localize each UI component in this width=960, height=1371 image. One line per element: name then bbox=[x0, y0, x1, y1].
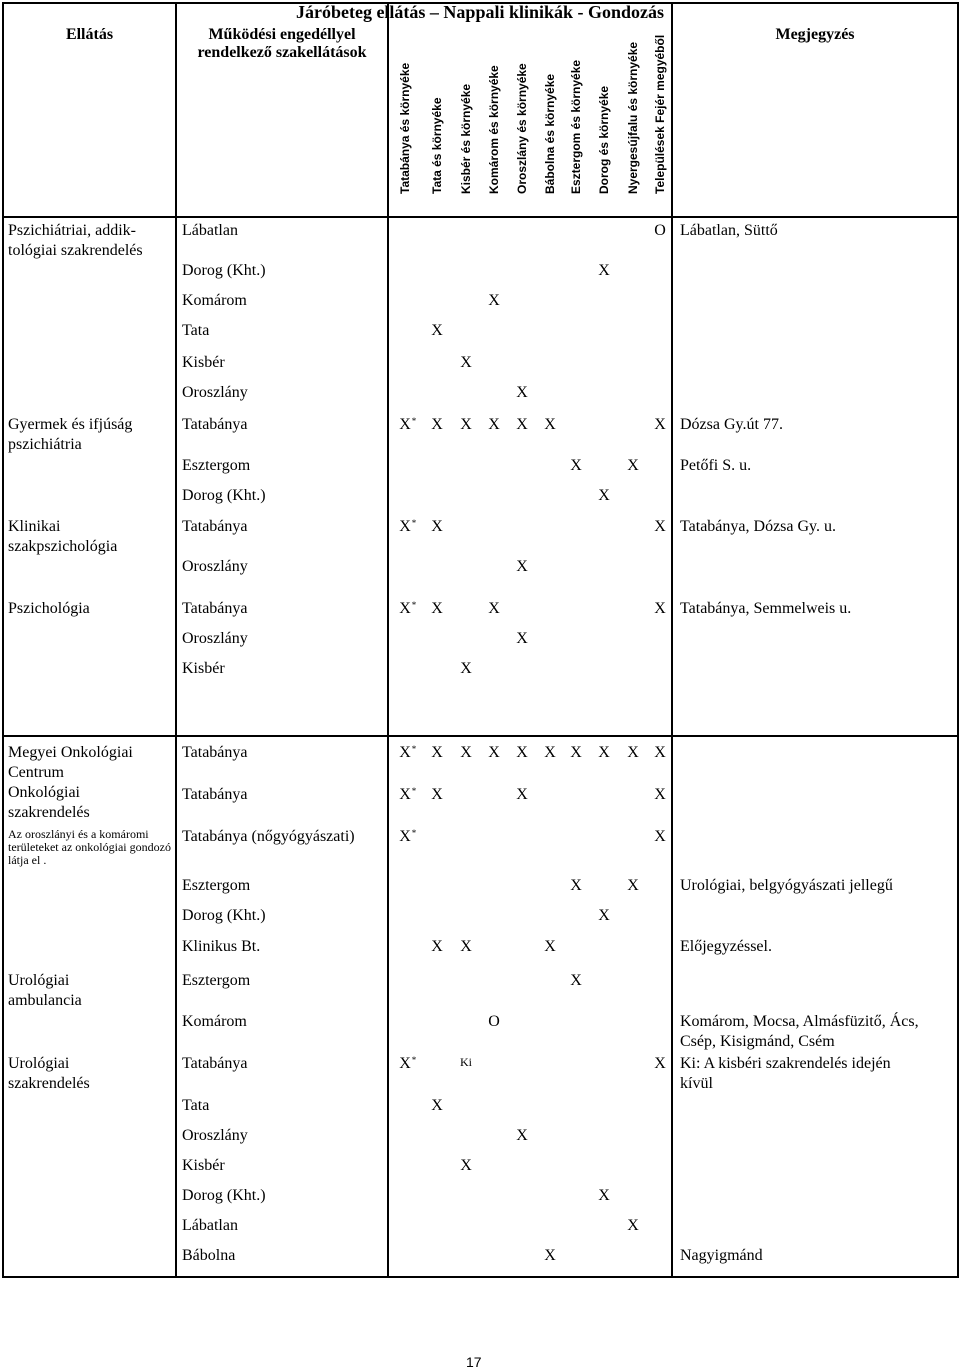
section-label: Klinikai bbox=[8, 518, 61, 535]
row-mark bbox=[594, 487, 614, 505]
page-number: 17 bbox=[466, 1354, 482, 1370]
row-mark bbox=[512, 744, 532, 762]
mark-value: X bbox=[488, 600, 500, 617]
mark-value: X bbox=[654, 786, 666, 803]
mark-value: X bbox=[460, 744, 472, 761]
row-mark bbox=[594, 744, 614, 762]
row-mark bbox=[427, 744, 447, 762]
col-divider-2 bbox=[387, 2, 389, 1278]
mark-value: X bbox=[431, 518, 443, 535]
section-label: szakrendelés bbox=[8, 804, 90, 821]
row-mark bbox=[395, 786, 415, 804]
column-header-label: Esztergom és környéke bbox=[569, 59, 583, 194]
row-note: Petőfi S. u. bbox=[680, 457, 752, 474]
row-mark bbox=[456, 938, 476, 956]
row-provider: Tatabánya bbox=[182, 786, 248, 803]
row-mark bbox=[512, 786, 532, 804]
mark-value: X bbox=[399, 416, 411, 433]
mark-value: X bbox=[570, 972, 582, 989]
mark-value: O bbox=[488, 1013, 500, 1030]
row-provider: Oroszlány bbox=[182, 558, 248, 575]
row-mark bbox=[623, 457, 643, 475]
row-provider: Tatabánya bbox=[182, 518, 248, 535]
row-provider: Tatabánya bbox=[182, 744, 248, 761]
row-mark bbox=[540, 938, 560, 956]
row-mark bbox=[512, 416, 532, 434]
mark-value: X bbox=[431, 1097, 443, 1114]
column-header bbox=[650, 18, 670, 208]
mark-value: X bbox=[488, 292, 500, 309]
row-provider: Tata bbox=[182, 322, 210, 339]
row-mark bbox=[484, 744, 504, 762]
row-provider: Oroszlány bbox=[182, 1127, 248, 1144]
mark-value: X bbox=[431, 322, 443, 339]
section-label: szakrendelés bbox=[8, 1075, 90, 1092]
column-header bbox=[456, 18, 476, 208]
row-provider: Komárom bbox=[182, 292, 247, 309]
column-header bbox=[395, 18, 415, 208]
row-mark bbox=[650, 600, 670, 618]
row-mark bbox=[594, 907, 614, 925]
col-divider-3 bbox=[671, 2, 673, 1278]
mark-value: X bbox=[627, 457, 639, 474]
row-mark bbox=[512, 630, 532, 648]
row-provider: Kisbér bbox=[182, 1157, 225, 1174]
row-note-continued: Csép, Kisigmánd, Csém bbox=[680, 1033, 835, 1050]
row-mark bbox=[395, 600, 415, 618]
mark-value: X bbox=[460, 938, 472, 955]
column-header-label: Oroszlány és környéke bbox=[515, 63, 529, 194]
mark-value: X bbox=[488, 416, 500, 433]
mark-value: X bbox=[654, 600, 666, 617]
mark-value: X bbox=[431, 786, 443, 803]
column-header-label: Tata és környéke bbox=[430, 97, 444, 194]
border-left bbox=[2, 2, 4, 1278]
row-provider: Tatabánya bbox=[182, 416, 248, 433]
row-provider: Oroszlány bbox=[182, 384, 248, 401]
row-mark bbox=[427, 1097, 447, 1115]
column-header bbox=[566, 18, 586, 208]
mark-value: X bbox=[598, 487, 610, 504]
row-provider: Tatabánya bbox=[182, 600, 248, 617]
row-mark bbox=[540, 1247, 560, 1265]
row-note: Komárom, Mocsa, Almásfüzitő, Ács, bbox=[680, 1013, 919, 1030]
row-note: Lábatlan, Süttő bbox=[680, 222, 778, 239]
row-mark bbox=[594, 1187, 614, 1205]
row-provider: Oroszlány bbox=[182, 630, 248, 647]
mark-value: O bbox=[654, 222, 666, 239]
section-label: szakpszichológia bbox=[8, 538, 118, 555]
mark-value: X bbox=[627, 877, 639, 894]
mark-asterisk: * bbox=[411, 786, 417, 796]
row-mark bbox=[456, 416, 476, 434]
row-mark bbox=[395, 744, 415, 762]
section-label: tológiai szakrendelés bbox=[8, 242, 143, 259]
mark-value: X bbox=[544, 416, 556, 433]
mark-value: X bbox=[399, 600, 411, 617]
column-header-label: Komárom és környéke bbox=[487, 65, 501, 194]
header-mukodesi-1: Működési engedéllyel bbox=[208, 26, 356, 43]
mark-value: X bbox=[431, 744, 443, 761]
header-divider bbox=[2, 216, 959, 218]
mark-value: X bbox=[544, 1247, 556, 1264]
row-mark bbox=[484, 600, 504, 618]
mark-asterisk: * bbox=[411, 744, 417, 754]
row-provider: Tatabánya bbox=[182, 1055, 248, 1072]
row-provider: Lábatlan bbox=[182, 1217, 238, 1234]
mark-value: X bbox=[460, 354, 472, 371]
section-label: pszichiátria bbox=[8, 436, 82, 453]
section-divider bbox=[2, 735, 959, 737]
row-mark bbox=[456, 1053, 476, 1071]
column-header-label: Tatabánya és környéke bbox=[398, 62, 412, 194]
mark-value: Ki bbox=[460, 1055, 472, 1069]
mark-value: X bbox=[598, 907, 610, 924]
mark-value: X bbox=[654, 416, 666, 433]
mark-value: X bbox=[544, 744, 556, 761]
mark-value: X bbox=[627, 744, 639, 761]
section-label: Pszichiátriai, addik- bbox=[8, 222, 136, 239]
column-header-label: Nyergesújfalu és környéke bbox=[626, 41, 640, 194]
row-provider: Esztergom bbox=[182, 457, 251, 474]
mark-value: X bbox=[598, 262, 610, 279]
row-mark bbox=[456, 354, 476, 372]
row-mark bbox=[566, 457, 586, 475]
row-mark bbox=[540, 744, 560, 762]
row-provider: Dorog (Kht.) bbox=[182, 262, 266, 279]
row-provider: Dorog (Kht.) bbox=[182, 907, 266, 924]
row-mark bbox=[456, 744, 476, 762]
row-provider: Kisbér bbox=[182, 660, 225, 677]
row-mark bbox=[456, 1157, 476, 1175]
row-provider: Esztergom bbox=[182, 972, 251, 989]
section-label: Onkológiai bbox=[8, 784, 80, 801]
row-note: Urológiai, belgyógyászati jellegű bbox=[680, 877, 893, 894]
mark-value: X bbox=[516, 558, 528, 575]
row-mark bbox=[512, 384, 532, 402]
row-note: Dózsa Gy.út 77. bbox=[680, 416, 783, 433]
row-mark bbox=[427, 600, 447, 618]
row-mark bbox=[456, 660, 476, 678]
border-right bbox=[957, 2, 959, 1278]
row-provider: Tatabánya (nőgyógyászati) bbox=[182, 828, 355, 845]
mark-value: X bbox=[516, 416, 528, 433]
mark-asterisk: * bbox=[411, 828, 417, 838]
row-mark bbox=[427, 416, 447, 434]
column-header bbox=[512, 18, 532, 208]
row-provider: Tata bbox=[182, 1097, 210, 1114]
row-mark bbox=[427, 322, 447, 340]
column-header-label: Bábolna és környéke bbox=[543, 73, 557, 194]
mark-value: X bbox=[654, 1055, 666, 1072]
row-mark bbox=[566, 877, 586, 895]
mark-value: X bbox=[399, 786, 411, 803]
row-mark bbox=[650, 828, 670, 846]
mark-value: X bbox=[488, 744, 500, 761]
row-provider: Klinikus Bt. bbox=[182, 938, 261, 955]
column-header bbox=[427, 18, 447, 208]
row-mark bbox=[395, 518, 415, 536]
row-mark bbox=[566, 744, 586, 762]
header-mukodesi-2: rendelkező szakellátások bbox=[197, 44, 367, 61]
mark-value: X bbox=[516, 744, 528, 761]
header-title: Járóbeteg ellátás – Nappali klinikák - Gondozás bbox=[295, 2, 665, 22]
mark-value: X bbox=[654, 518, 666, 535]
mark-asterisk: * bbox=[411, 1055, 417, 1065]
row-note: Előjegyzéssel. bbox=[680, 938, 772, 955]
column-header bbox=[623, 18, 643, 208]
row-mark bbox=[566, 972, 586, 990]
row-note: Tatabánya, Dózsa Gy. u. bbox=[680, 518, 837, 535]
row-note: Tatabánya, Semmelweis u. bbox=[680, 600, 852, 617]
row-mark bbox=[395, 416, 415, 434]
header-ellatas: Ellátás bbox=[65, 26, 114, 43]
mark-value: X bbox=[460, 416, 472, 433]
row-provider: Lábatlan bbox=[182, 222, 238, 239]
row-provider: Kisbér bbox=[182, 354, 225, 371]
row-mark bbox=[623, 877, 643, 895]
section-label: Pszichológia bbox=[8, 600, 90, 617]
row-mark bbox=[540, 416, 560, 434]
row-mark bbox=[623, 744, 643, 762]
mark-value: X bbox=[516, 384, 528, 401]
mark-value: X bbox=[570, 877, 582, 894]
mark-value: X bbox=[460, 660, 472, 677]
mark-value: X bbox=[431, 600, 443, 617]
mark-value: X bbox=[460, 1157, 472, 1174]
mark-value: X bbox=[399, 744, 411, 761]
row-mark bbox=[427, 938, 447, 956]
row-note: Ki: A kisbéri szakrendelés idején bbox=[680, 1055, 891, 1072]
row-mark bbox=[427, 786, 447, 804]
section-label: Megyei Onkológiai bbox=[8, 744, 133, 761]
row-mark bbox=[395, 1055, 415, 1073]
mark-value: X bbox=[516, 1127, 528, 1144]
col-divider-1 bbox=[175, 2, 177, 1278]
row-mark bbox=[512, 558, 532, 576]
row-provider: Komárom bbox=[182, 1013, 247, 1030]
row-mark bbox=[594, 262, 614, 280]
mark-value: X bbox=[431, 416, 443, 433]
row-mark bbox=[484, 292, 504, 310]
section-label: Urológiai bbox=[8, 1055, 70, 1072]
column-header bbox=[484, 18, 504, 208]
row-provider: Esztergom bbox=[182, 877, 251, 894]
section-label: Urológiai bbox=[8, 972, 70, 989]
mark-asterisk: * bbox=[411, 416, 417, 426]
row-provider: Dorog (Kht.) bbox=[182, 487, 266, 504]
column-header-label: Dorog és környéke bbox=[597, 85, 611, 194]
mark-value: X bbox=[598, 1187, 610, 1204]
mark-value: X bbox=[399, 518, 411, 535]
header-megjegyzes: Megjegyzés bbox=[775, 26, 855, 43]
row-mark bbox=[650, 744, 670, 762]
row-mark bbox=[484, 416, 504, 434]
row-provider: Bábolna bbox=[182, 1247, 236, 1264]
mark-value: X bbox=[570, 744, 582, 761]
column-header-label: Kisbér és környéke bbox=[459, 83, 473, 194]
row-mark bbox=[650, 416, 670, 434]
mark-value: X bbox=[544, 938, 556, 955]
row-mark bbox=[427, 518, 447, 536]
mark-value: X bbox=[598, 744, 610, 761]
mark-value: X bbox=[654, 744, 666, 761]
mark-asterisk: * bbox=[411, 600, 417, 610]
row-mark bbox=[650, 518, 670, 536]
mark-value: X bbox=[399, 828, 411, 845]
border-bottom bbox=[2, 1276, 959, 1278]
section-label: Gyermek és ifjúság bbox=[8, 416, 133, 433]
column-header bbox=[540, 18, 560, 208]
column-header-label: Települések Fejér megyéből bbox=[653, 34, 667, 194]
column-header bbox=[594, 18, 614, 208]
row-note: Nagyigmánd bbox=[680, 1247, 763, 1264]
row-mark bbox=[512, 1127, 532, 1145]
row-mark bbox=[650, 1055, 670, 1073]
row-mark bbox=[650, 222, 670, 240]
section-label: Centrum bbox=[8, 764, 64, 781]
row-provider: Dorog (Kht.) bbox=[182, 1187, 266, 1204]
mark-value: X bbox=[627, 1217, 639, 1234]
mark-value: X bbox=[654, 828, 666, 845]
mark-value: X bbox=[516, 786, 528, 803]
row-mark bbox=[484, 1013, 504, 1031]
row-mark bbox=[395, 828, 415, 846]
mark-asterisk: * bbox=[411, 518, 417, 528]
mark-value: X bbox=[516, 630, 528, 647]
mark-value: X bbox=[399, 1055, 411, 1072]
mark-value: X bbox=[570, 457, 582, 474]
section-note: Az oroszlányi és a komáromi területeket az onkológiai gondozó látja el . bbox=[8, 827, 171, 867]
row-mark bbox=[650, 786, 670, 804]
row-note-continued: kívül bbox=[680, 1075, 713, 1092]
mark-value: X bbox=[431, 938, 443, 955]
section-label: ambulancia bbox=[8, 992, 82, 1009]
row-mark bbox=[623, 1217, 643, 1235]
